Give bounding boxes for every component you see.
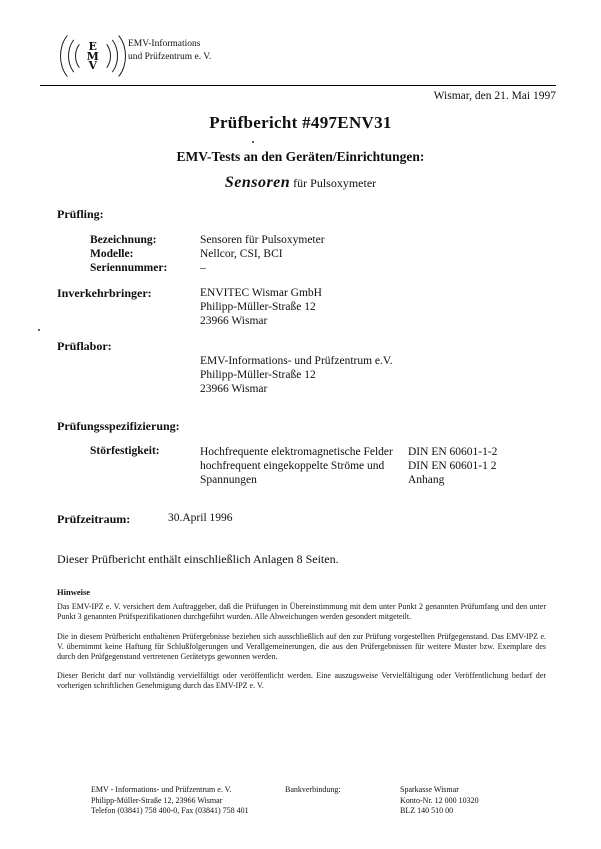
date-line: Wismar, den 21. Mai 1997 [433,90,556,102]
table-row [90,234,325,248]
table-row [90,248,325,262]
prueflabor-address [200,354,393,396]
product-line [0,174,601,192]
section-heading-prueflabor: Prüflabor: [57,339,112,353]
norm-line: Anhang [408,474,445,486]
footer-address [91,785,249,817]
norm-references [408,445,497,487]
footer-line: Philipp-Müller-Straße 12, 23966 Wismar [91,795,223,805]
row-label: Bezeichnung: [90,234,157,246]
report-subtitle: EMV-Tests an den Geräten/Einrichtungen: [176,149,425,164]
pruefling-table [90,234,325,275]
stoerfestigkeit-description [200,445,393,487]
address-line: Philipp-Müller-Straße 12 [200,369,316,381]
scan-speck [38,329,40,331]
footer-bank-label: Bankverbindung: [285,785,341,794]
footer-line: Sparkasse Wismar [400,785,459,794]
report-title: Prüfbericht #497ENV31 [209,113,392,132]
organization-name-line2: und Prüfzentrum e. V. [128,52,212,62]
table-row [90,262,325,276]
zeitraum-label: Prüfzeitraum: [57,512,131,526]
hinweise-paragraph: Das EMV-IPZ e. V. versichert dem Auftraggeber, daß die Prüfungen in Übereinstimmung mit dem unter Punkt 2 genannten Prüfumfang und den unter Punkt 3 genannten Prüfspezifikationen durchgeführt wurden. Alle Abweichungen werden gesondert mitgeteilt. [57,602,546,621]
anlagen-note: Dieser Prüfbericht enthält einschließlich Anlagen 8 Seiten. [57,552,339,566]
footer-line: Telefon (03841) 758 400-0, Fax (03841) 758 401 [91,806,249,815]
scan-speck [252,141,254,143]
emv-logo-icon [60,27,126,85]
norm-line: DIN EN 60601-1 2 [408,460,497,472]
row-label: Modelle: [90,247,134,260]
inverkehrbringer-address [200,286,322,328]
header-rule [40,85,556,86]
organization-name-line1: EMV-Informations [128,39,201,49]
hinweise-heading: Hinweise [57,587,91,597]
row-value: – [200,261,206,274]
description-line: hochfrequent eingekoppelte Ströme und [200,460,385,472]
logo-letter-m: M [86,49,100,63]
description-line: Hochfrequente elektromagnetische Felder [200,446,393,458]
product-name: Sensoren [224,174,291,191]
row-label: Seriennummer: [90,261,168,274]
footer-line: BLZ 140 510 00 [400,806,454,815]
description-line: Spannungen [200,474,257,486]
product-qualifier: für Pulsoxymeter [290,176,377,190]
section-heading-pruefling: Prüfling: [57,207,104,221]
address-line: EMV-Informations- und Prüfzentrum e.V. [200,355,393,367]
hinweise-paragraph: Dieser Bericht darf nur vollständig vervielfältigt oder veröffentlicht werden. Eine auszugsweise Vervielfältigung oder Veröffentlichung bedarf der vorherigen schriftlichen Genehmigung durch das EMV-IPZ e. V. [57,671,546,690]
address-line: 23966 Wismar [200,315,268,327]
address-line: Philipp-Müller-Straße 12 [200,301,316,313]
row-value: Sensoren für Pulsoxymeter [200,234,325,246]
row-value: Nellcor, CSI, BCI [200,247,283,260]
logo-letter-e: E [88,39,98,53]
hinweise-paragraph: Die in diesem Prüfbericht enthaltenen Prüfergebnisse beziehen sich ausschließlich auf den zur Prüfung vorgestellten Prüfgegenstand. Das EMV-IPZ e. V. übernimmt keine Haftung für Schlußfolgerungen und Verallgemeinerungen, die aus den Prüfergebnissen für weitere Muster bzw. Exemplare des durch den Prüfgegenstand vertretenen Gerätetyps gewonnen werden. [57,632,546,661]
address-line: 23966 Wismar [200,383,268,395]
norm-line: DIN EN 60601-1-2 [408,446,498,458]
organization-name [128,38,211,64]
logo-letter-v: V [88,58,98,72]
section-heading-inverkehrbringer: Inverkehrbringer: [57,286,152,300]
footer-bank-details [400,785,479,817]
footer-line: EMV - Informations- und Prüfzentrum e. V. [91,785,232,794]
logo-letters [86,39,100,72]
stoerfestigkeit-label: Störfestigkeit: [90,445,160,457]
section-heading-spezifizierung: Prüfungsspezifizierung: [57,419,180,433]
address-line: ENVITEC Wismar GmbH [200,287,322,299]
footer-line: Konto-Nr. 12 000 10320 [400,795,479,805]
zeitraum-value: 30.April 1996 [168,512,233,524]
